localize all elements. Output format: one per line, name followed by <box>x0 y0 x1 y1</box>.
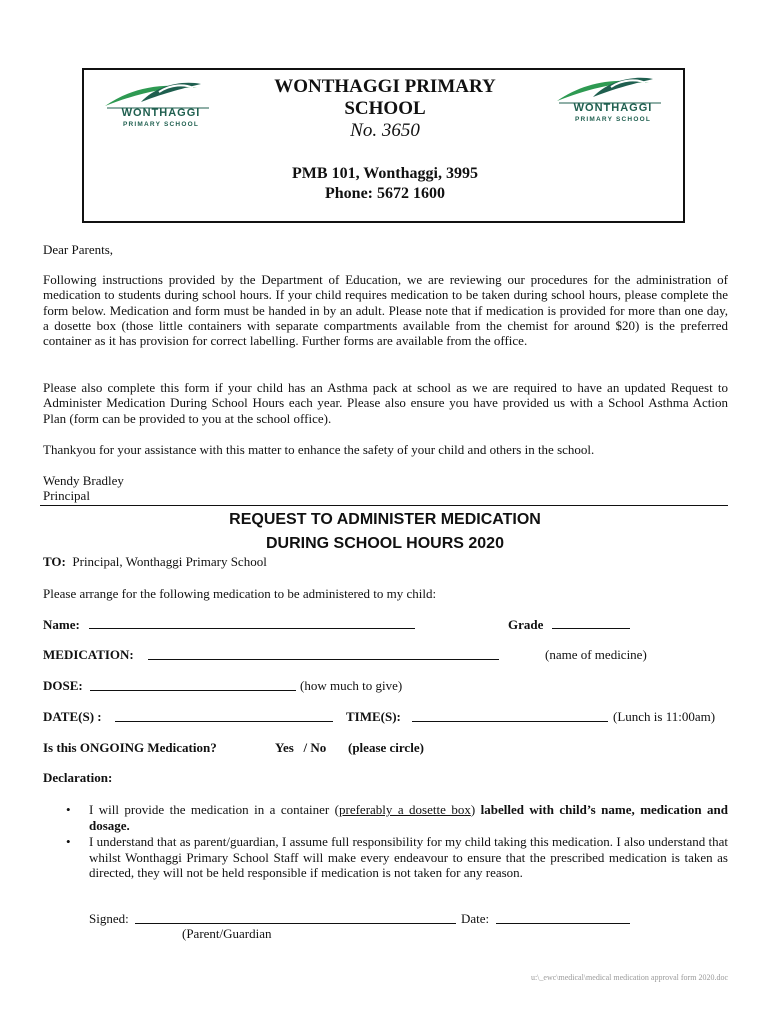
decl1-bold: labelled with child’s name, medication and dosage. <box>89 802 728 833</box>
name-label: Name: <box>43 617 80 632</box>
bullet-icon: • <box>66 834 71 849</box>
dates-field[interactable] <box>115 709 333 722</box>
school-name-line2: SCHOOL <box>344 98 426 119</box>
file-path-footer: u:\_ewc\medical\medical medication approval form 2020.doc <box>530 973 728 982</box>
logo-sub: PRIMARY SCHOOL <box>122 121 200 128</box>
logo-leaf-icon <box>101 78 221 110</box>
letter-greeting: Dear Parents, <box>43 242 114 257</box>
declaration-item-2: I understand that as parent/guardian, I assume full responsibility for my child taking this medication. I also understand that whilst Wonthaggi Primary School Staff will make every endeavour to ensure that the prescribed medication is taken as directed, they will not be held responsible if medication is not taken for any reason. <box>89 834 728 880</box>
dose-hint: (how much to give) <box>300 678 403 693</box>
dates-label: DATE(S) : <box>43 709 102 724</box>
letter-paragraph-3: Thankyou for your assistance with this matter to enhance the safety of your child and others in the school. <box>43 442 595 457</box>
name-field[interactable] <box>89 616 415 629</box>
ongoing-options[interactable]: Yes / No <box>275 740 327 755</box>
decl1-text-b: ) <box>470 802 481 817</box>
logo-sub: PRIMARY SCHOOL <box>574 116 652 123</box>
to-value: Principal, Wonthaggi Primary School <box>72 554 267 569</box>
date-field[interactable] <box>496 911 630 924</box>
ongoing-hint: (please circle) <box>348 740 424 755</box>
section-divider <box>40 505 728 506</box>
school-name-line1: WONTHAGGI PRIMARY <box>274 76 496 97</box>
ongoing-label: Is this ONGOING Medication? <box>43 740 217 755</box>
times-hint: (Lunch is 11:00am) <box>613 709 716 724</box>
grade-field[interactable] <box>552 616 630 629</box>
signoff-name: Wendy Bradley <box>43 473 124 488</box>
signoff-title: Principal <box>43 488 90 503</box>
school-logo-left <box>101 78 221 138</box>
decl1-dosette: preferably a dosette box <box>339 802 471 817</box>
school-address: PMB 101, Wonthaggi, 3995 <box>292 165 478 182</box>
letter-paragraph-1: Following instructions provided by the Department of Education, we are reviewing our procedures for the administration of medication to students during school hours. If your child requires medication to be taken during school hours, please complete the form below. Medication and form must be handed in by an adult. Please note that if medication is provided for more than one day, a dosette box (those little containers with separate compartments available from the chemist for around $20) is the preferred container as it has provision for correct labelling. Further forms are available from the office. <box>43 272 728 349</box>
declaration-label: Declaration: <box>43 770 113 785</box>
school-logo-right <box>553 73 673 133</box>
grade-label: Grade <box>508 617 544 632</box>
form-intro: Please arrange for the following medication to be administered to my child: <box>43 586 437 601</box>
declaration-item-1 <box>89 802 728 833</box>
signed-label: Signed: <box>89 911 129 926</box>
logo-word: WONTHAGGI <box>573 102 653 114</box>
to-line <box>43 554 267 570</box>
decl1-text-a: I will provide the medication in a container ( <box>89 802 339 817</box>
school-number: No. 3650 <box>350 120 420 141</box>
medication-label: MEDICATION: <box>43 647 134 662</box>
signature-field[interactable] <box>135 911 456 924</box>
medication-hint: (name of medicine) <box>545 647 647 662</box>
bullet-icon: • <box>66 802 71 817</box>
times-label: TIME(S): <box>346 709 401 724</box>
date-label: Date: <box>461 911 490 926</box>
school-phone: Phone: 5672 1600 <box>325 185 445 202</box>
dose-field[interactable] <box>90 678 296 691</box>
signer-hint: (Parent/Guardian <box>182 926 272 941</box>
dose-label: DOSE: <box>43 678 83 693</box>
logo-word: WONTHAGGI <box>121 107 201 119</box>
logo-leaf-icon <box>553 73 673 105</box>
form-title-line2: DURING SCHOOL HOURS 2020 <box>266 535 504 552</box>
times-field[interactable] <box>412 709 608 722</box>
form-title-line1: REQUEST TO ADMINISTER MEDICATION <box>229 511 541 528</box>
to-label: TO: <box>43 554 66 569</box>
letter-paragraph-2: Please also complete this form if your child has an Asthma pack at school as we are required to have an updated Request to Administer Medication During School Hours each year. Please also ensure you have provided us with a School Asthma Action Plan (form can be provided to you at the school office). <box>43 380 728 426</box>
medication-field[interactable] <box>148 647 499 660</box>
